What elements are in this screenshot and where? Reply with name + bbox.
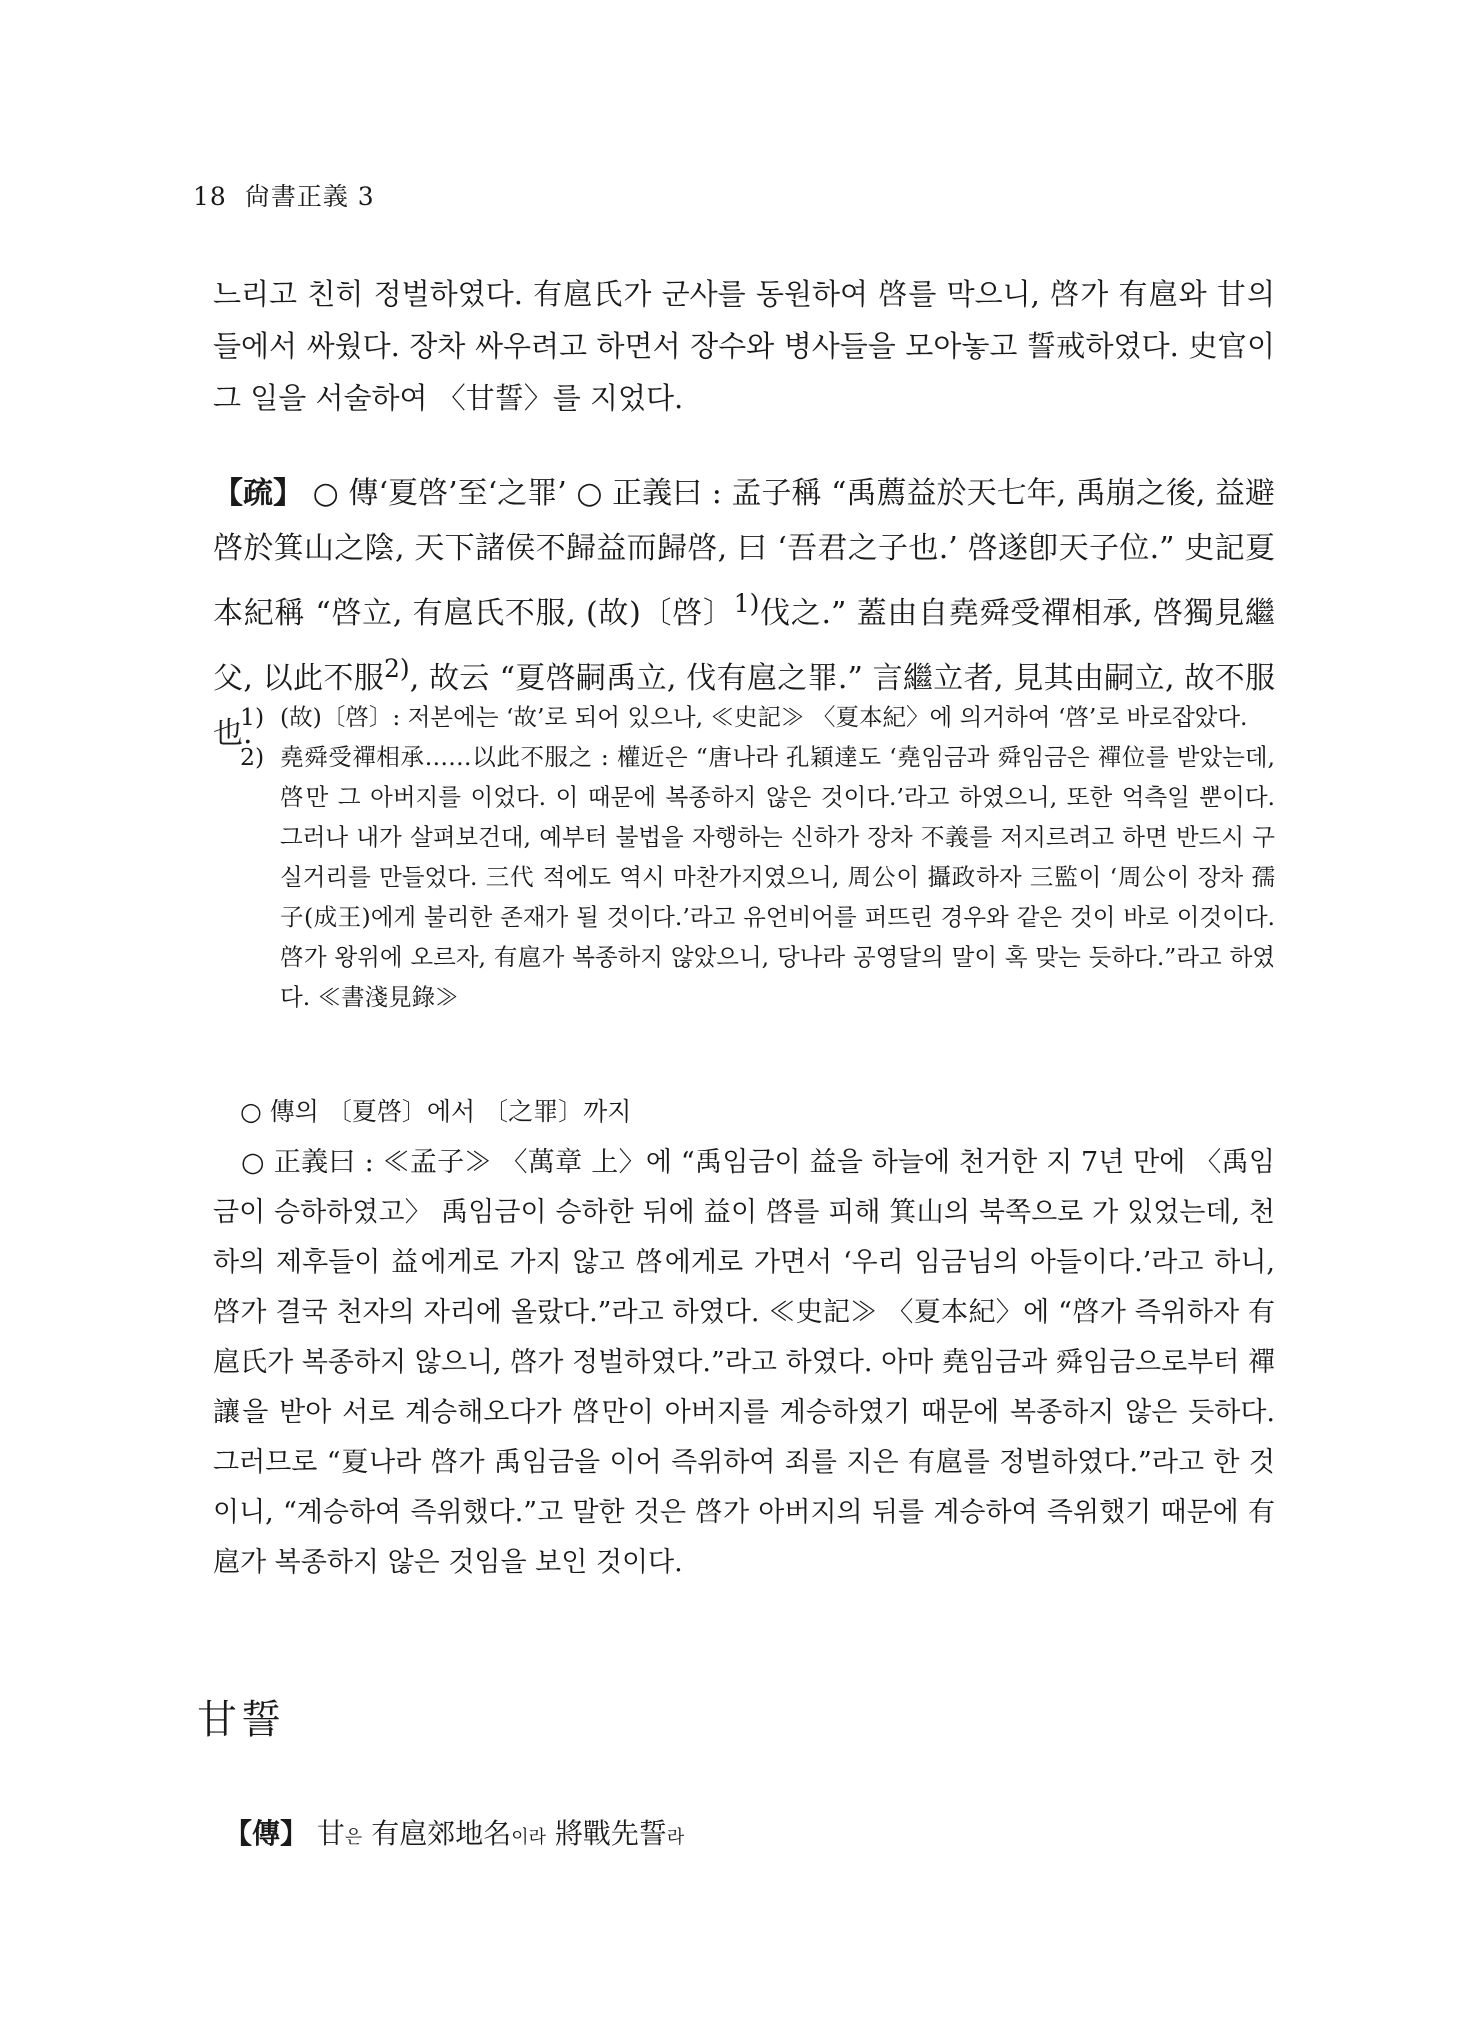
book-title: 尙書正義 3 [244,182,375,211]
footnote-item [240,737,1275,1017]
footnote-number: 2) [240,743,265,771]
running-head [193,177,375,213]
zhuan-particle-2: 이라 [511,1827,546,1848]
zhuan-particle-3: 라 [666,1827,685,1848]
shu-text-3: , 故云 “夏啓嗣禹立, 伐有扈之罪.” 言繼立者, 見其由嗣立, 故不服也. [213,661,1276,751]
footnote-item [240,697,1275,737]
zhuan-tag: 【傳】 [224,1817,309,1850]
footnote-text: (故)〔啓〕: 저본에는 ‘故’로 되어 있으나, ≪史記≫ 〈夏本紀〉에 의거하여 ‘啓’로 바로잡았다. [280,703,1248,731]
zhuan-text-2: 有扈郊地名 [362,1817,512,1850]
zhuan-line [224,1812,684,1852]
footnote-number: 1) [240,703,265,731]
shu-tag: 【疏】 [213,476,304,511]
footnotes [240,697,1275,1017]
zhuan-particle-1: 은 [344,1827,363,1848]
zhuan-text-1: 甘 [308,1817,345,1850]
zhuan-text-3: 將戰先誓 [546,1817,667,1850]
commentary-heading: ○ 傳의 〔夏啓〕에서 〔之罪〕까지 [240,1097,632,1126]
commentary-paragraph: ○ 正義曰 : ≪孟子≫ 〈萬章 上〉에 “禹임금이 益을 하늘에 천거한 지 7년 만에 〈禹임금이 승하하였고〉 禹임금이 승하한 뒤에 益이 啓를 피해 箕山의 북쪽으로 가 있었는데, 천하의 제후들이 益에게로 가지 않고 啓에게로 가면서 ‘우리 임금님의 아들이다.’라고 하니, 啓가 결국 천자의 자리에 올랐다.”라고 하였다. ≪史記≫ 〈夏本紀〉에 “啓가 즉위하자 有扈氏가 복종하지 않으니, 啓가 정벌하였다.”라고 하였다. 아마 堯임금과 舜임금으로부터 禪讓을 받아 서로 계승해오다가 啓만이 아버지를 계승하였기 때문에 복종하지 않은 듯하다. 그러므로 “夏나라 啓가 禹임금을 이어 즉위하여 죄를 지은 有扈를 정벌하였다.”라고 한 것이니, “계승하여 즉위했다.”고 말한 것은 啓가 아버지의 뒤를 계승하여 즉위했기 때문에 有扈가 복종하지 않은 것임을 보인 것이다. [213,1147,1275,1578]
page-number: 18 [193,182,227,211]
shu-text-2: 伐之.” 蓋由自堯舜受禪相承, 啓獨見繼父, 以此不服 [213,596,1275,696]
footnote-text: 堯舜受禪相承……以此不服之 : 權近은 “唐나라 孔穎達도 ‘堯임금과 舜임금은 禪位를 받았는데, 啓만 그 아버지를 이었다. 이 때문에 복종하지 않은 것이다.’라고 하였으니, 또한 억측일 뿐이다. 그러나 내가 살펴보건대, 예부터 불법을 자행하는 신하가 장차 不義를 저지르려고 하면 반드시 구실거리를 만들었다. 三代 적에도 역시 마찬가지였으니, 周公이 攝政하자 三監이 ‘周公이 장차 孺子(成王)에게 불리한 존재가 될 것이다.’라고 유언비어를 퍼뜨린 경우와 같은 것이 바로 이것이다. 啓가 왕위에 오르자, 有扈가 복종하지 않았으니, 당나라 공영달의 말이 혹 맞는 듯하다.”라고 하였다. ≪書淺見錄≫ [280,743,1275,1011]
section-title: 甘誓 [197,1697,285,1743]
shu-text-1: ○ 傳‘夏啓’至‘之罪’ ○ 正義曰 : 孟子稱 “禹薦益於天七年, 禹崩之後, 益避啓於箕山之陰, 天下諸侯不歸益而歸啓, 曰 ‘吾君之子也.’ 啓遂卽天子位.” 史記夏本紀稱 “啓立, 有扈氏不服, (故)〔啓〕 [213,476,1276,631]
body-paragraph: 느리고 친히 정벌하였다. 有扈氏가 군사를 동원하여 啓를 막으니, 啓가 有扈와 甘의 들에서 싸웠다. 장차 싸우려고 하면서 장수와 병사들을 모아놓고 誓戒하였다. 史官이 그 일을 서술하여 〈甘誓〉를 지었다. [213,277,1275,415]
footnote-ref-1[interactable]: 1) [733,589,760,618]
footnote-ref-2[interactable]: 2) [384,654,410,683]
